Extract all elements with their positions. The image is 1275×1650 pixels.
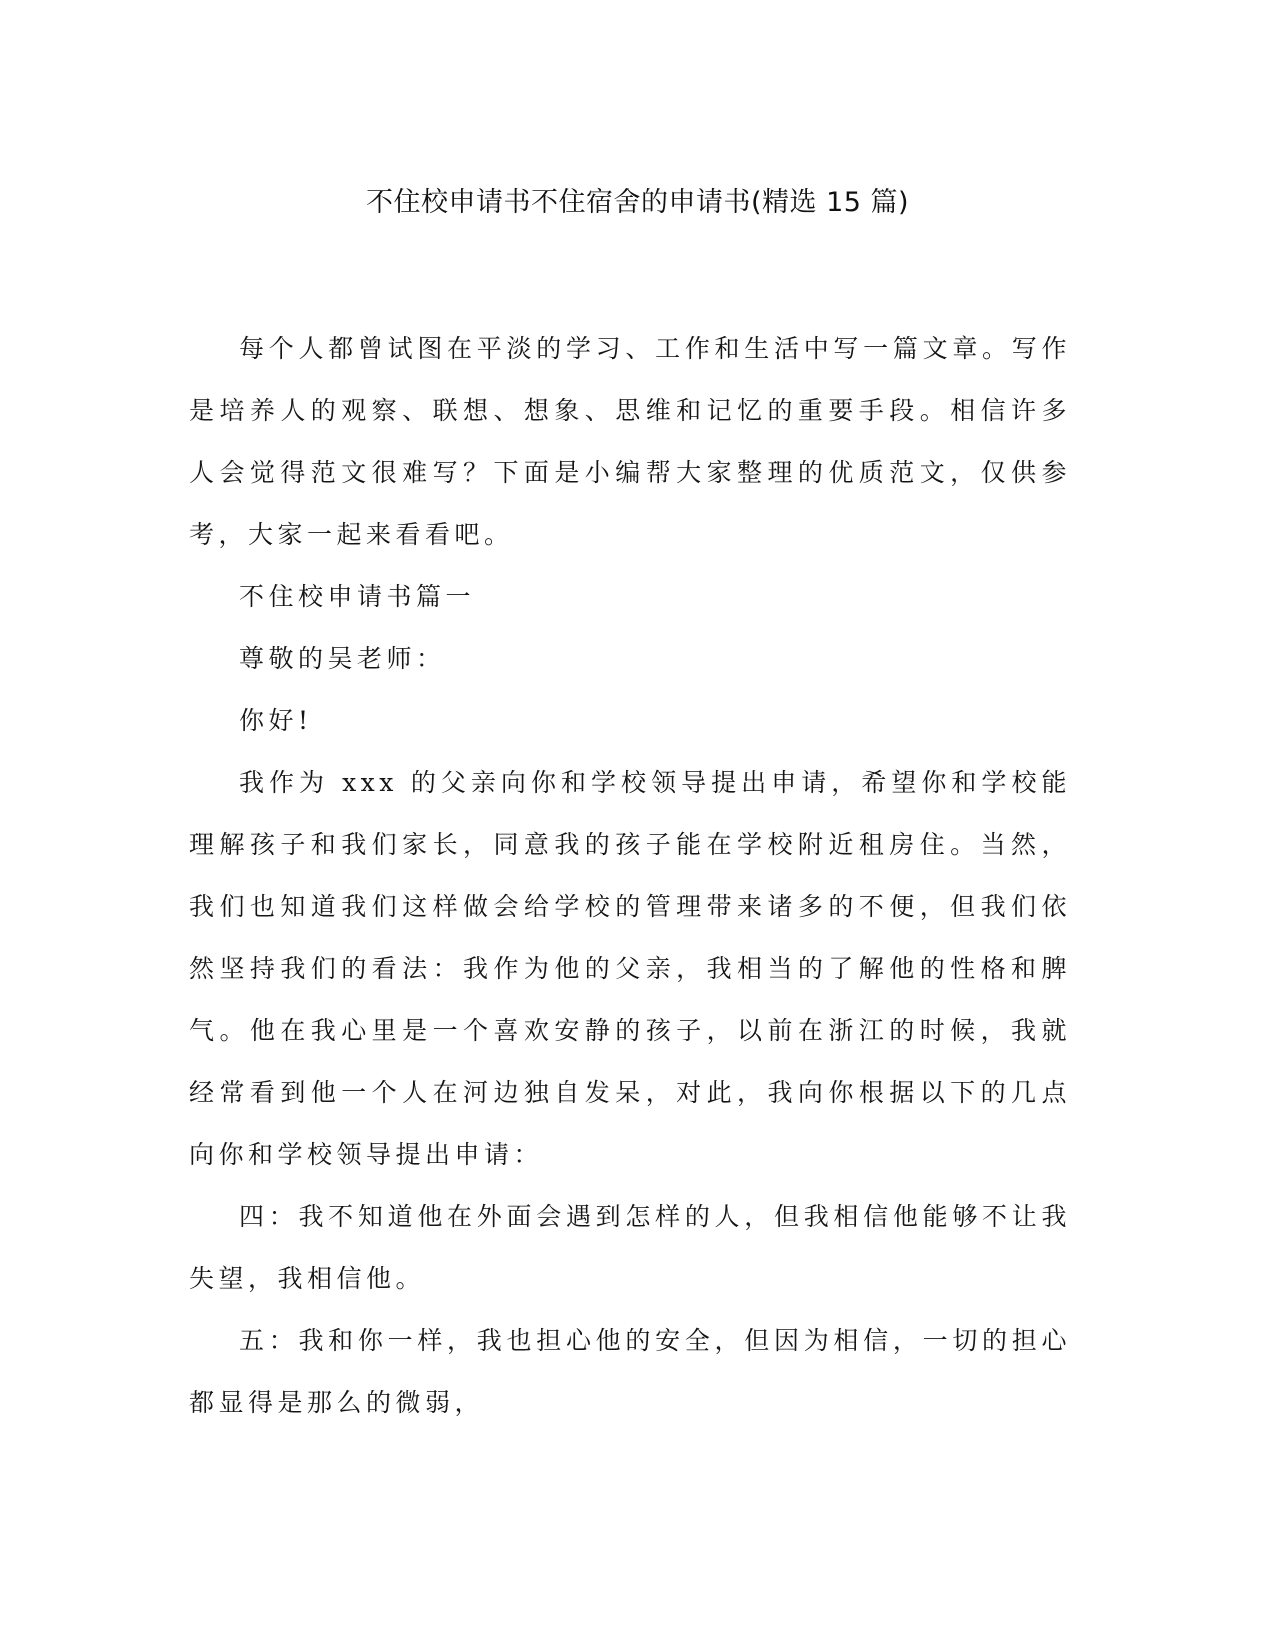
greeting: 你好!: [239, 706, 313, 735]
intro-paragraph: 每个人都曾试图在平淡的学习、工作和生活中写一篇文章。写作是培养人的观察、联想、想象、思维和记忆的重要手段。相信许多人会觉得范文很难写？下面是小编帮大家整理的优质范文，仅供参考，大家一起来看看吧。: [189, 334, 1071, 549]
document-title: 不住校申请书不住宿舍的申请书(精选 15 篇): [365, 187, 910, 218]
section-heading: 不住校申请书篇一: [239, 582, 476, 611]
point-four-paragraph: 四：我不知道他在外面会遇到怎样的人，但我相信他能够不让我失望，我相信他。: [189, 1202, 1071, 1293]
salutation: 尊敬的吴老师：: [239, 644, 446, 673]
document-body: [189, 318, 1071, 1434]
point-five-paragraph: 五：我和你一样，我也担心他的安全，但因为相信，一切的担心都显得是那么的微弱，: [189, 1326, 1071, 1417]
body-paragraph: 我作为 xxx 的父亲向你和学校领导提出申请，希望你和学校能理解孩子和我们家长，同意我的孩子能在学校附近租房住。当然，我们也知道我们这样做会给学校的管理带来诸多的不便，但我们依然坚持我们的看法：我作为他的父亲，我相当的了解他的性格和脾气。他在我心里是一个喜欢安静的孩子，以前在浙江的时候，我就经常看到他一个人在河边独自发呆，对此，我向你根据以下的几点向你和学校领导提出申请：: [189, 768, 1071, 1169]
